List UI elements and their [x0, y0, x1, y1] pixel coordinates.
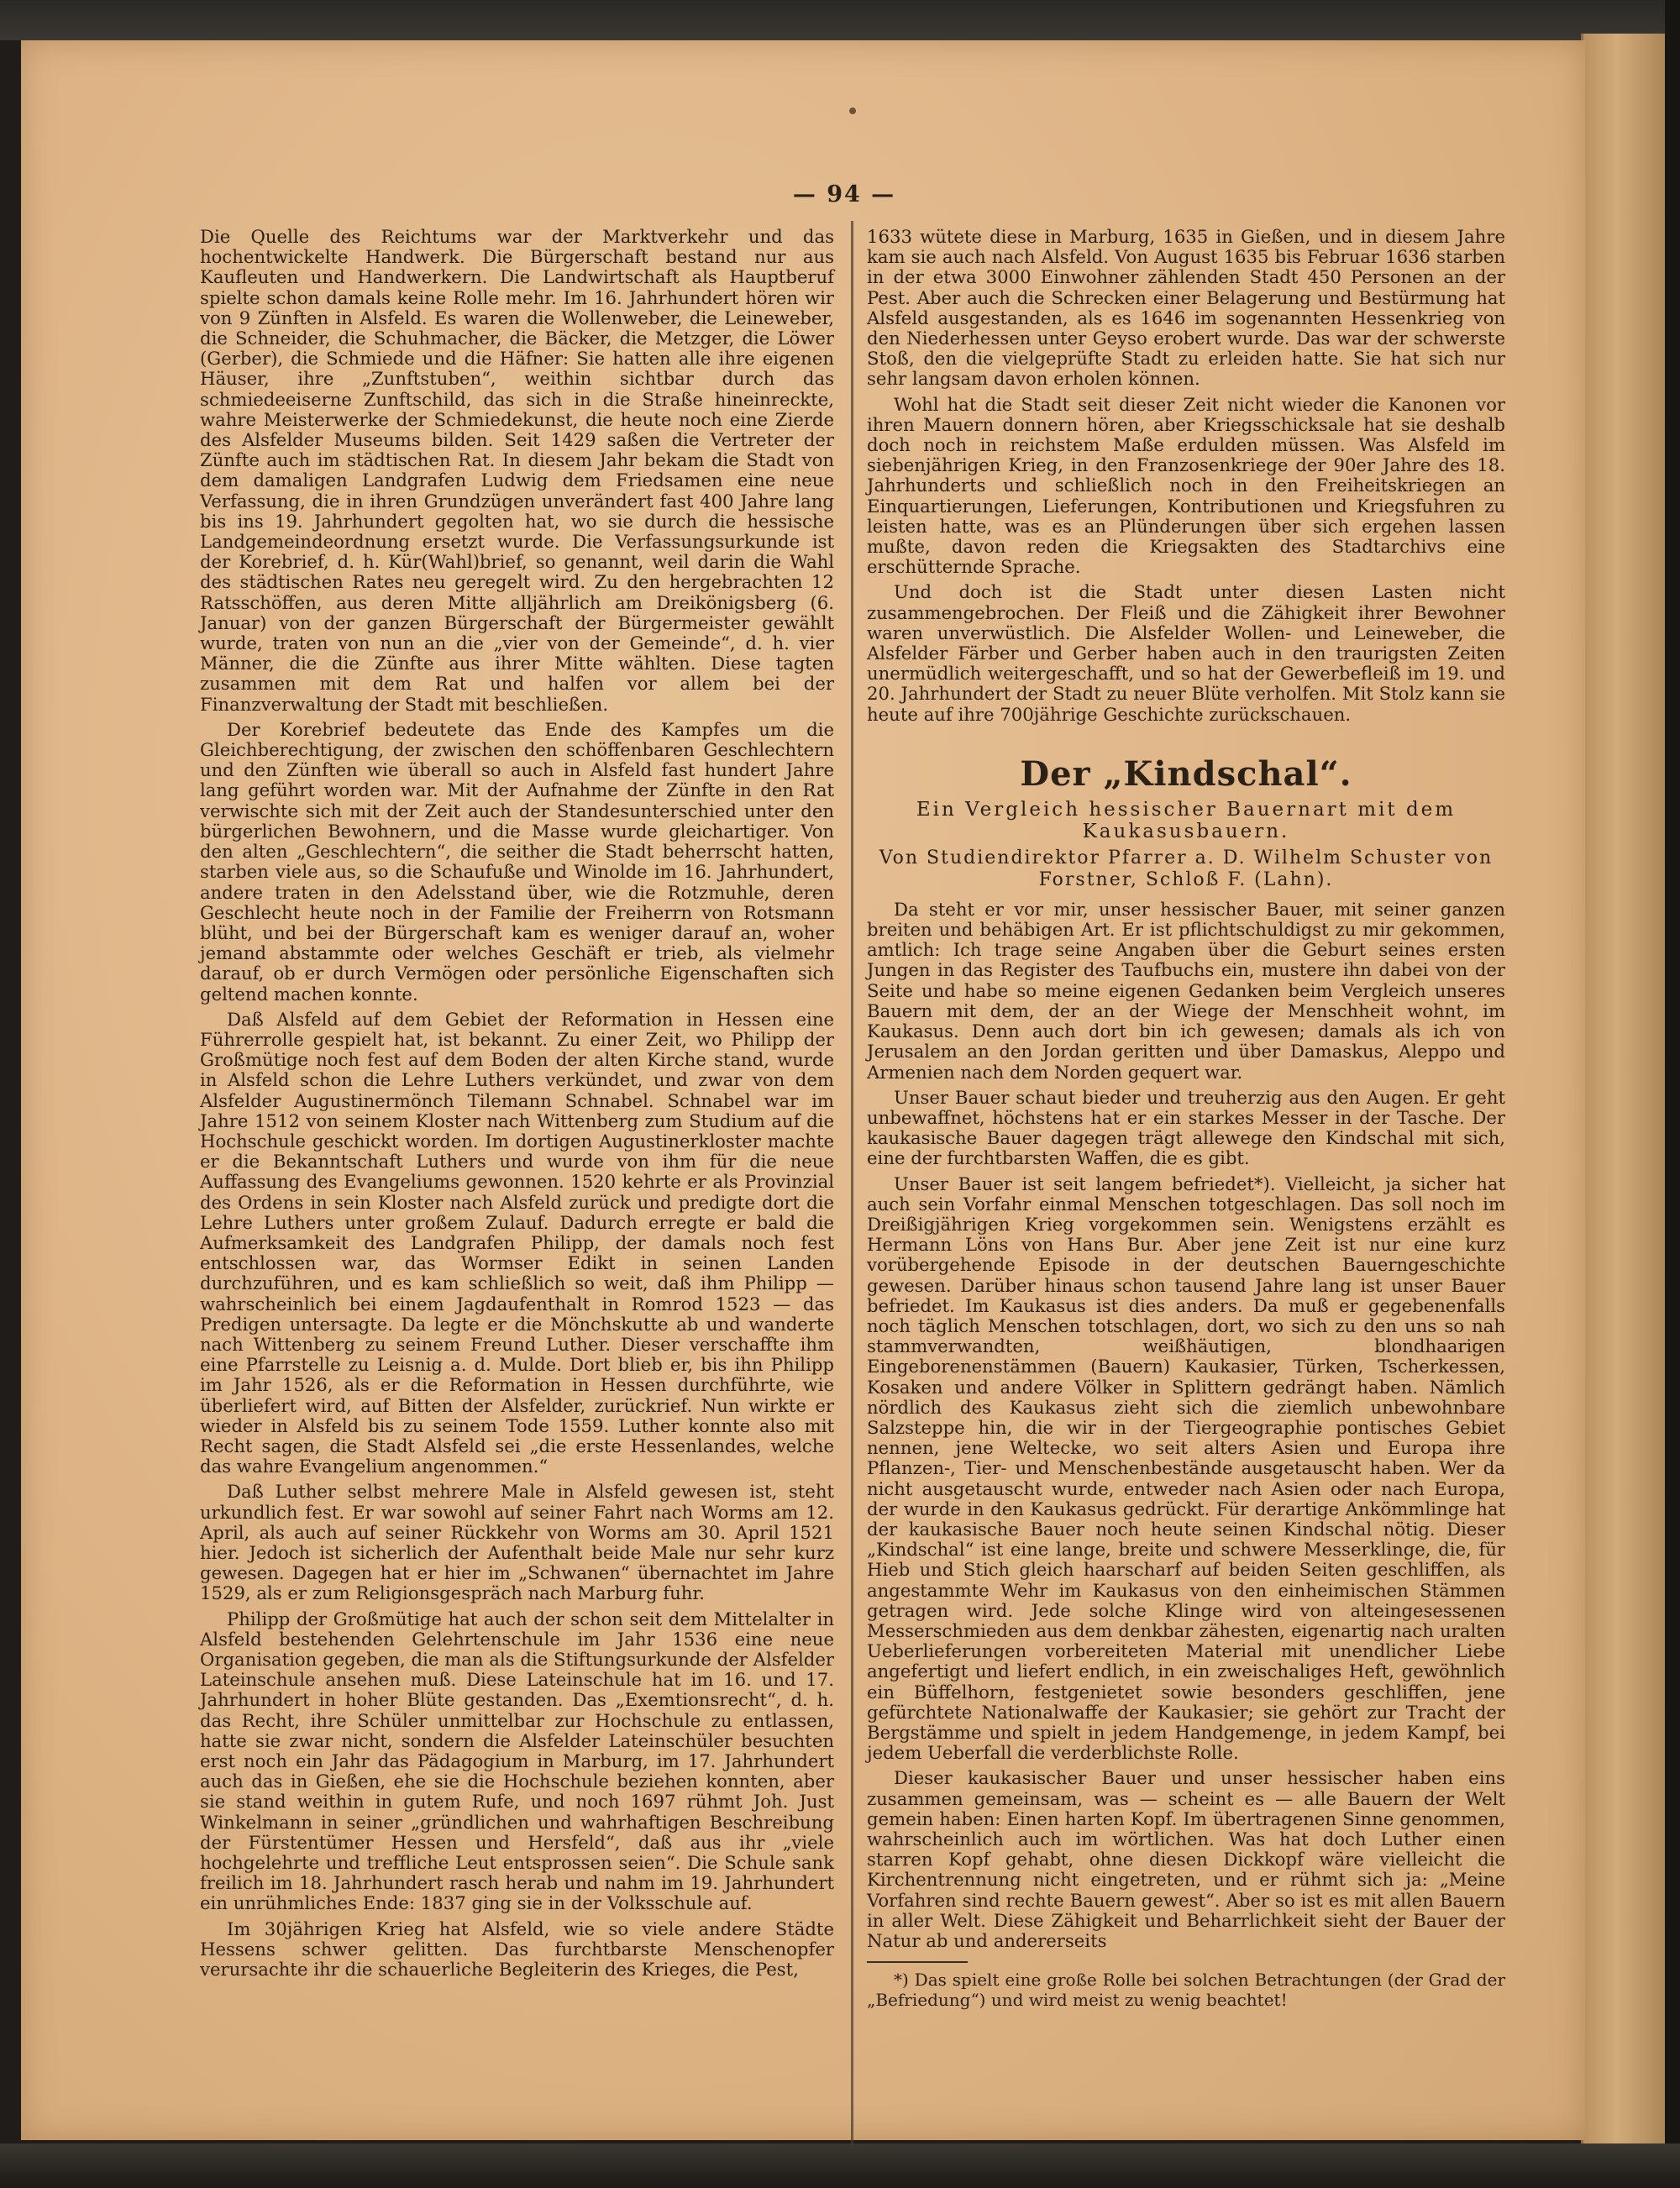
paragraph: Und doch ist die Stadt unter diesen Lasten nicht zusammengebrochen. Der Fleiß und die Zähigkeit ihrer Bewohner waren unverwüstlich. Die Alsfelder Wollen- und Leineweber, die Alsfelder Färber und Gerber haben auch in den traurigsten Zeiten unermüdlich weitergeschafft, und so hat der Gewerbefleiß im 19. und 20. Jahrhundert der Stadt zu neuer Blüte verholfen. Mit Stolz kann sie heute auf ihre 700jährige Geschichte zurückschauen.: [867, 581, 1505, 725]
article-title: Der „Kindschal“.: [1020, 753, 1352, 794]
paragraph: Daß Alsfeld auf dem Gebiet der Reformation in Hessen eine Führerrolle gespielt hat, ist bekannt. Zu einer Zeit, wo Philipp der Großmütige noch fest auf dem Boden der alten Kirche stand, wurde in Alsfeld schon die Lehre Luthers verkündet, und zwar von dem Alsfelder Augustinermönch Tilemann Schnabel. Schnabel war im Jahre 1512 von seinem Kloster nach Wittenberg zum Studium auf die Hochschule geschickt worden. Im dortigen Augustinerkloster machte er die Bekanntschaft Luthers und wurde von ihm für die neue Auffassung des Evangeliums gewonnen. 1520 kehrte er als Provinzial des Ordens in sein Kloster nach Alsfeld zurück und predigte dort die Lehre Luthers unter großem Zulauf. Dadurch erregte er bald die Aufmerksamkeit des Landgrafen Philipp, der damals noch fest entschlossen war, das Wormser Edikt in seinen Landen durchzuführen, und es kam schließlich so weit, daß ihm Philipp — wahrscheinlich bei einem Jagdaufenthalt in Romrod 1523 — das Predigen untersagte. Da legte er die Mönchskutte ab und wanderte nach Wittenberg zu seinem Freund Luther. Dieser verschaffte ihm eine Pfarrstelle zu Leisnig a. d. Mulde. Dort blieb er, bis ihn Philipp im Jahr 1526, als er die Reformation in Hessen durchführte, wie überliefert wird, auf Bitten der Alsfelder, zurückrief. Nun wirkte er wieder in Alsfeld bis zu seinem Tode 1559. Luther konnte also mit Recht sagen, die Stadt Alsfeld sei „die erste Hessenlandes, welche das wahre Evangelium angenommen.“: [200, 1008, 834, 1477]
paragraph: Unser Bauer schaut bieder und treuherzig aus den Augen. Er geht unbewaffnet, höchstens hat er ein starkes Messer in der Tasche. Der kaukasische Bauer dagegen trägt allewege den Kindschal mit sich, eine der furchtbarsten Waffen, die es gibt.: [867, 1086, 1505, 1169]
paragraph: Unser Bauer ist seit langem befriedet*). Vielleicht, ja sicher hat auch sein Vorfahr einmal Menschen totgeschlagen. Das soll noch im Dreißigjährigen Krieg vorgekommen sein. Wenigstens erzählt es Hermann Löns von Hans Bur. Aber jene Zeit ist nur eine kurz vorübergehende Episode in der deutschen Bauerngeschichte gewesen. Darüber hinaus schon tausend Jahre lang ist unser Bauer befriedet. Im Kaukasus ist dies anders. Da muß er gegebenenfalls noch täglich Menschen totschlagen, dort, wo sich zu den uns so nah stammverwandten, weißhäutigen, blondhaarigen Eingeborenenstämmen (Bauern) Kaukasier, Türken, Tscherkessen, Kosaken und andere Völker in Splittern gedrängt haben. Nämlich nördlich des Kaukasus zieht sich die ziemlich unbewohnbare Salzsteppe hin, die wir in der Tiergeographie pontisches Gebiet nennen, jene Weltecke, wo seit alters Asien und Europa ihre Pflanzen-, Tier- und Menschenbestände ausgetauscht haben. Wer da nicht ausgetauscht wurde, entweder nach Asien oder nach Europa, der wurde in den Kaukasus gedrückt. Für derartige Ankömmlinge hat der kaukasische Bauer noch heute seinen Kindschal nötig. Dieser „Kindschal“ ist eine lange, breite und schwere Messerklinge, die, für Hieb und Stich gleich haarscharf auf beiden Seiten geschliffen, als angestammte Wehr im Kaukasus von den einheimischen Stämmen getragen wird. Jede solche Klinge wird von alteingesessenen Messerschmieden aus dem denkbar zähesten, eigenartig nach uralten Ueberlieferungen vorbereiteten Material mit unendlicher Liebe angefertigt und liefert endlich, in ein zweischaliges Heft, gewöhnlich ein Büffelhorn, festgenietet sowie besonders geschliffen, jene gefürchtete Nationalwaffe der Kaukasier; sie gehört zur Tracht der Bergstämme und spielt in jedem Handgemenge, in jedem Kampf, bei jedem Ueberfall die verderblichste Rolle.: [867, 1173, 1505, 1764]
scan-right-edge: [1665, 0, 1680, 2188]
page-number: — 94 —: [792, 181, 896, 207]
right-column: [867, 227, 1505, 2015]
adjacent-page-edge: [1581, 34, 1667, 2150]
paragraph: Daß Luther selbst mehrere Male in Alsfeld gewesen ist, steht urkundlich fest. Er war sowohl auf seiner Fahrt nach Worms am 12. April, als auch auf seiner Rückkehr von Worms am 30. April 1521 hier. Jedoch ist sicherlich der Aufenthalt beide Male nur sehr kurz gewesen. Dagegen hat er hier im „Schwanen“ übernachtet im Jahre 1529, als er zum Religionsgespräch nach Marburg fuhr.: [200, 1481, 834, 1604]
article-author: Von Studiendirektor Pfarrer a. D. Wilhelm Schuster von Forstner, Schloß F. (Lahn).: [879, 847, 1494, 890]
left-column: [200, 227, 834, 1985]
paragraph: Da steht er vor mir, unser hessischer Bauer, mit seiner ganzen breiten und behäbigen Art. Er ist pflichtschuldigst zu mir gekommen, amtlich: Ich trage seine Angaben über die Geburt seines ersten Jungen in das Register des Taufbuchs ein, mustere ihn dabei von der Seite und habe so meine eigenen Gedanken beim Vergleich unseres Bauern mit dem, der an der Wiege der Menschheit wohnt, im Kaukasus. Denn auch dort bin ich gewesen; damals als ich von Jerusalem an den Jordan geritten und über Damaskus, Aleppo und Armenien nach dem Norden gequert war.: [867, 898, 1505, 1083]
column-divider: [851, 221, 853, 2149]
paragraph: Der Korebrief bedeutete das Ende des Kampfes um die Gleichberechtigung, der zwischen den schöffenbaren Geschlechtern und den Zünften wie überall so auch in Alsfeld fast hundert Jahre lang geführt worden war. Mit der Aufnahme der Zünfte in den Rat verwischte sich mit der Zeit auch der Standesunterschied unter den bürgerlichen Bewohnern, und die Masse wurde gleichartiger. Von den alten „Geschlechtern“, die seither die Stadt beherrscht hatten, starben viele aus, so die Schaufuße und Winolde im 16. Jahrhundert, andere traten in den Adelsstand über, wie die Rotzmuhle, deren Geschlecht heute noch in der Familie der Freiherrn von Rotsmann blüht, und bei der Bürgerschaft kam es weniger darauf an, woher jemand abstammte oder welches Geschäft er trieb, als vielmehr darauf, ob er durch Vermögen oder persönliche Eigenschaften sich geltend machen konnte.: [200, 718, 834, 1005]
paragraph: Dieser kaukasischer Bauer und unser hessischer haben eins zusammen gemeinsam, was — scheint es — alle Bauern der Welt gemein haben: Einen harten Kopf. Im übertragenen Sinne genommen, wahrscheinlich auch im wörtlichen. Was hat doch Luther einen starren Kopf gehabt, ohne diesen Dickkopf wäre vielleicht die Kirchentrennung nicht eingetreten, und er rühmt sich ja: „Meine Vorfahren sind rechte Bauern gewest“. Aber so ist es mit allen Bauern in aller Welt. Diese Zähigkeit und Beharrlichkeit sieht der Bauer der Natur ab und andererseits: [867, 1767, 1505, 1952]
footnote: *) Das spielt eine große Rolle bei solchen Betrachtungen (der Grad der „Befriedung“) und wird meist zu wenig beachtet!: [867, 1970, 1505, 2011]
scan-top-edge: [0, 0, 1680, 40]
footnote-rule: [867, 1961, 968, 1963]
paragraph: Die Quelle des Reichtums war der Marktverkehr und das hochentwickelte Handwerk. Die Bürgerschaft bestand nur aus Kaufleuten und Handwerkern. Die Landwirtschaft als Hauptberuf spielte schon damals keine Rolle mehr. Im 16. Jahrhundert hören wir von 9 Zünften in Alsfeld. Es waren die Wollenweber, die Leineweber, die Schneider, die Schuhmacher, die Bäcker, die Metzger, die Löwer (Gerber), die Schmiede und die Häfner: Sie hatten alle ihre eigenen Häuser, ihre „Zunftstuben“, weithin sichtbar durch das schmiedeeiserne Zunftschild, das sich in die Straße hineinreckte, wahre Meisterwerke der Schmiedekunst, die heute noch eine Zierde des Alsfelder Museums bilden. Seit 1429 saßen die Vertreter der Zünfte auch im städtischen Rat. In diesem Jahr bekam die Stadt von dem damaligen Landgrafen Ludwig dem Friedsamen eine neue Verfassung, die in ihren Grundzügen unverändert fast 400 Jahre lang bis ins 19. Jahrhundert gegolten hat, wo sie durch die hessische Landgemeindeordnung ersetzt wurde. Die Verfassungsurkunde ist der Korebrief, d. h. Kür(Wahl)brief, so genannt, weil darin die Wahl des städtischen Rates neu geregelt wird. Zu den hergebrachten 12 Ratsschöffen, aus deren Mitte alljährlich am Dreikönigsberg (6. Januar) von der ganzen Bürgerschaft der Bürgermeister gewählt wurde, traten von nun an die „vier von der Gemeinde“, d. h. vier Männer, die die Zünfte aus ihrer Mitte wählten. Diese tagten zusammen mit dem Rat und halfen vor allem bei der Finanzverwaltung der Stadt mit beschließen.: [200, 226, 834, 715]
newspaper-page: [21, 40, 1585, 2140]
paragraph: Im 30jährigen Krieg hat Alsfeld, wie so viele andere Städte Hessens schwer gelitten. Das furchtbarste Menschenopfer verursachte ihr die schauerliche Begleiterin des Krieges, die Pest,: [200, 1918, 834, 1981]
page-speck: [849, 108, 856, 114]
paragraph: 1633 wütete diese in Marburg, 1635 in Gießen, und in diesem Jahre kam sie auch nach Alsfeld. Von August 1635 bis Februar 1636 starben in der etwa 3000 Einwohner zählenden Stadt 450 Personen an der Pest. Aber auch die Schrecken einer Belagerung und Bestürmung hat Alsfeld ausgestanden, als es 1646 im sogenannten Hessenkrieg von den Niederhessen unter Geyso erobert wurde. Das war der schwerste Stoß, den die vielgeprüfte Stadt zu erleiden hatte. Sie hat sich nur sehr langsam davon erholen können.: [867, 226, 1505, 390]
scan-bottom-edge: [0, 2143, 1680, 2188]
paragraph: Wohl hat die Stadt seit dieser Zeit nicht wieder die Kanonen vor ihren Mauern donnern hören, aber Kriegsschicksale hat sie deshalb doch noch in reichstem Maße erdulden müssen. Was Alsfeld im siebenjährigen Krieg, in den Franzosenkriege der 90er Jahre des 18. Jahrhunderts und schließlich noch in den Freiheitskriegen an Einquartierungen, Lieferungen, Kontributionen und Kriegsfuhren zu leisten hatte, was es an Plünderungen über sich ergehen lassen mußte, davon reden die Kriegsakten des Stadtarchivs eine erschütternde Sprache.: [867, 393, 1505, 578]
article-subtitle: Ein Vergleich hessischer Bauernart mit dem Kaukasusbauern.: [916, 798, 1457, 842]
paragraph: Philipp der Großmütige hat auch der schon seit dem Mittelalter in Alsfeld bestehenden Gelehrtenschule im Jahr 1536 eine neue Organisation gegeben, die man als die Stiftungsurkunde der Alsfelder Lateinschule ansehen muß. Diese Lateinschule hat im 16. und 17. Jahrhundert in hoher Blüte gestanden. Das „Exemtionsrecht“, d. h. das Recht, ihre Schüler unmittelbar zur Hochschule zu entlassen, hatte sie zwar nicht, sondern die Alsfelder Lateinschüler besuchten erst noch ein Jahr das Pädagogium in Marburg, im 17. Jahrhundert auch das in Gießen, ehe sie die Hochschule beziehen konnten, aber sie stand weithin in gutem Rufe, und noch 1697 rühmt Joh. Just Winkelmann in seiner „gründlichen und wahrhaftigen Beschreibung der Fürstentümer Hessen und Hersfeld“, daß aus ihr „viele hochgelehrte und treffliche Leut entsprossen seien“. Die Schule sank freilich im 18. Jahrhundert rasch herab und nahm im 19. Jahrhundert ein unrühmliches Ende: 1837 ging sie in der Volksschule auf.: [200, 1608, 834, 1914]
